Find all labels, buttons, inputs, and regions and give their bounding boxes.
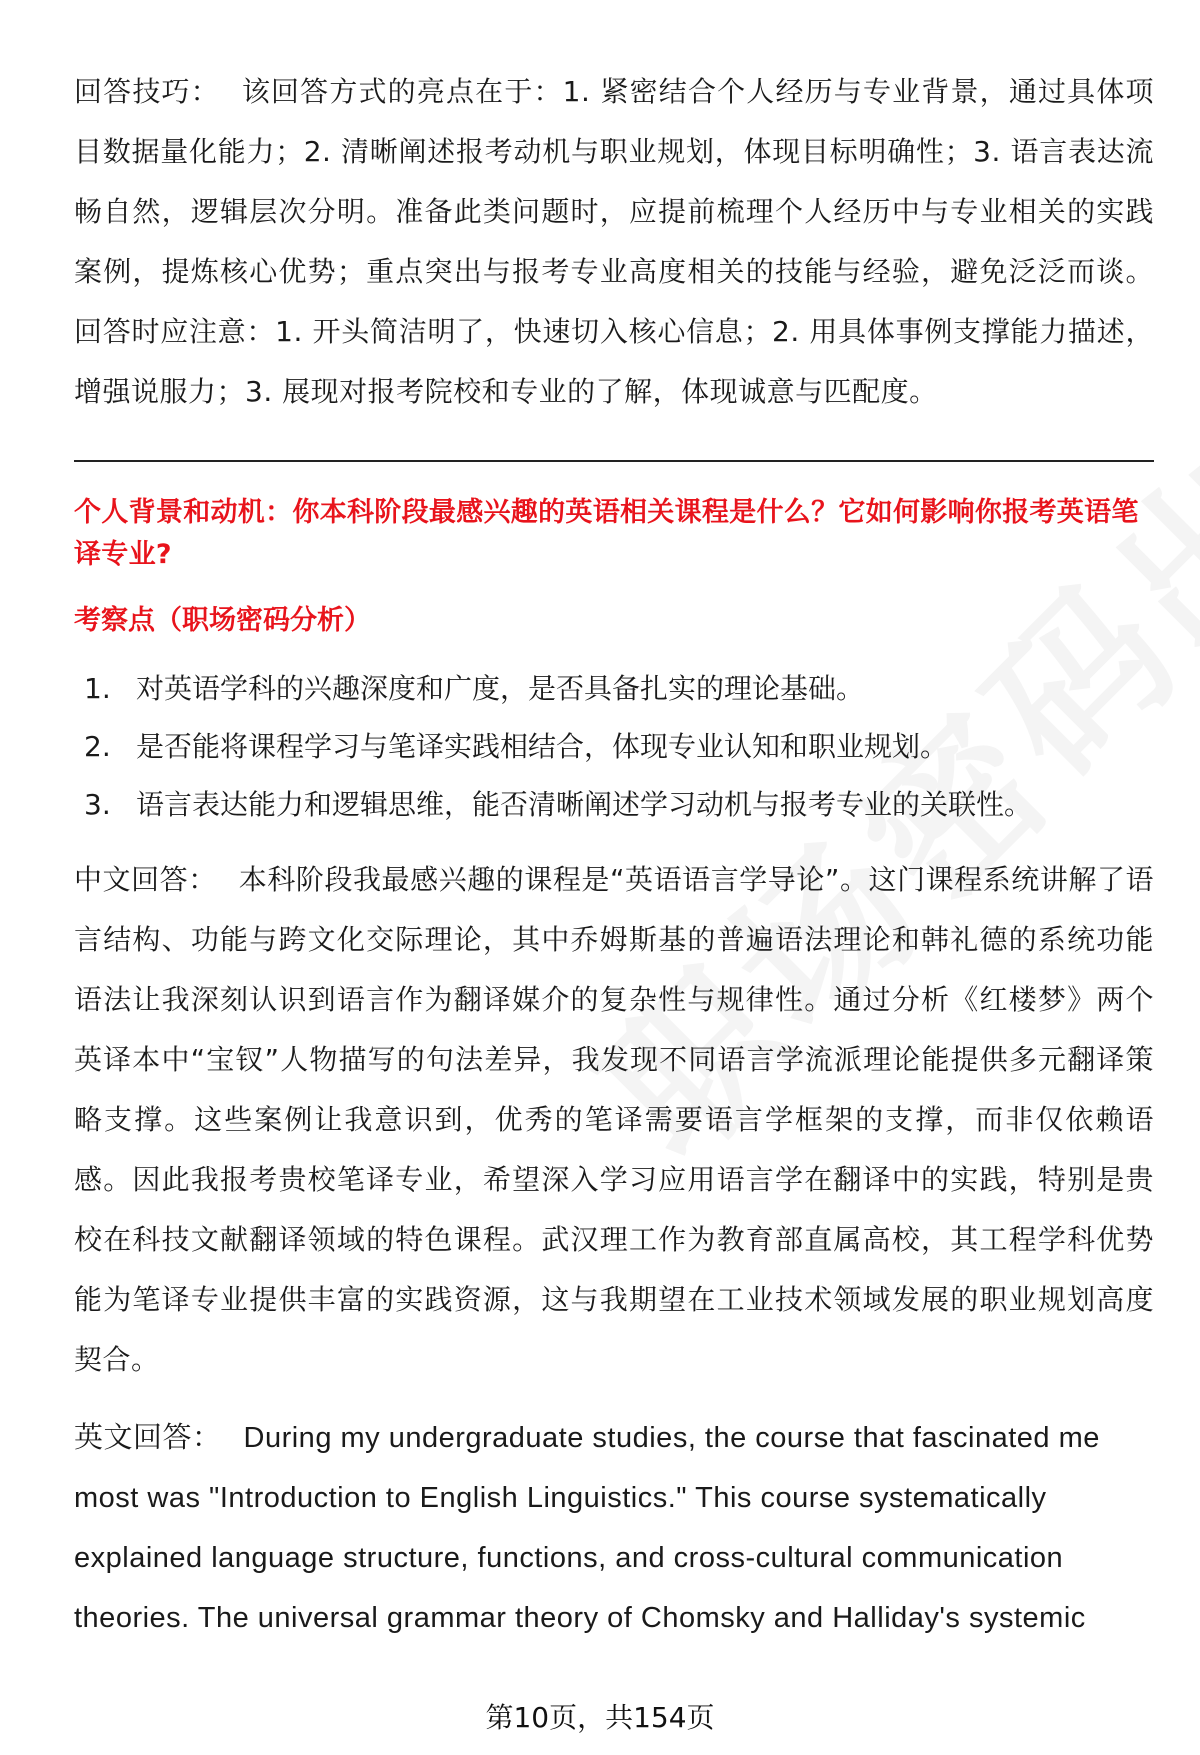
page-footer: 第10页，共154页: [0, 1700, 1200, 1736]
focus-list: [74, 660, 1154, 834]
section-divider: [74, 460, 1154, 462]
list-item: [74, 718, 1154, 776]
list-item-text: 对英语学科的兴趣深度和广度，是否具备扎实的理论基础。: [136, 672, 865, 705]
list-item-text: 语言表达能力和逻辑思维，能否清晰阐述学习动机与报考专业的关联性。: [136, 788, 1033, 821]
document-page: [74, 62, 1154, 1648]
english-answer-paragraph: [74, 1408, 1154, 1648]
question-heading: 个人背景和动机：你本科阶段最感兴趣的英语相关课程是什么？它如何影响你报考英语笔译专业?: [74, 497, 1139, 570]
chinese-answer-paragraph: [74, 850, 1154, 1390]
list-item-number: 3.: [84, 788, 111, 821]
chinese-answer-label: 中文回答：: [74, 863, 217, 896]
english-answer-text: During my undergraduate studies, the course that fascinated me most was "Introduction to English Linguistics." This course systematically explained language structure, functions, and cross-cultural communication theories. The universal grammar theory of Chomsky and Halliday's systemic: [74, 1422, 1100, 1634]
focus-heading: 考察点（职场密码分析）: [74, 605, 371, 636]
list-item: [74, 660, 1154, 718]
chinese-answer-text: 本科阶段我最感兴趣的课程是“英语语言学导论”。这门课程系统讲解了语言结构、功能与跨文化交际理论，其中乔姆斯基的普遍语法理论和韩礼德的系统功能语法让我深刻认识到语言作为翻译媒介的复杂性与规律性。通过分析《红楼梦》两个英译本中“宝钗”人物描写的句法差异，我发现不同语言学流派理论能提供多元翻译策略支撑。这些案例让我意识到，优秀的笔译需要语言学框架的支撑，而非仅依赖语感。因此我报考贵校笔译专业，希望深入学习应用语言学在翻译中的实践，特别是贵校在科技文献翻译领域的特色课程。武汉理工作为教育部直属高校，其工程学科优势能为笔译专业提供丰富的实践资源，这与我期望在工业技术领域发展的职业规划高度契合。: [74, 863, 1154, 1376]
tips-paragraph: [74, 62, 1154, 422]
list-item-number: 1.: [84, 672, 111, 705]
list-item-text: 是否能将课程学习与笔译实践相结合，体现专业认知和职业规划。: [136, 730, 949, 763]
english-answer-label: 英文回答：: [74, 1422, 222, 1454]
tips-text: 该回答方式的亮点在于：1. 紧密结合个人经历与专业背景，通过具体项目数据量化能力；2. 清晰阐述报考动机与职业规划，体现目标明确性；3. 语言表达流畅自然，逻辑层次分明。准备此类问题时，应提前梳理个人经历中与专业相关的实践案例，提炼核心优势；重点突出与报考专业高度相关的技能与经验，避免泛泛而谈。回答时应注意：1. 开头简洁明了，快速切入核心信息；2. 用具体事例支撑能力描述，增强说服力；3. 展现对报考院校和专业的了解，体现诚意与匹配度。: [74, 75, 1154, 408]
tips-label: 回答技巧：: [74, 75, 220, 108]
list-item-number: 2.: [84, 730, 111, 763]
list-item: [74, 776, 1154, 834]
